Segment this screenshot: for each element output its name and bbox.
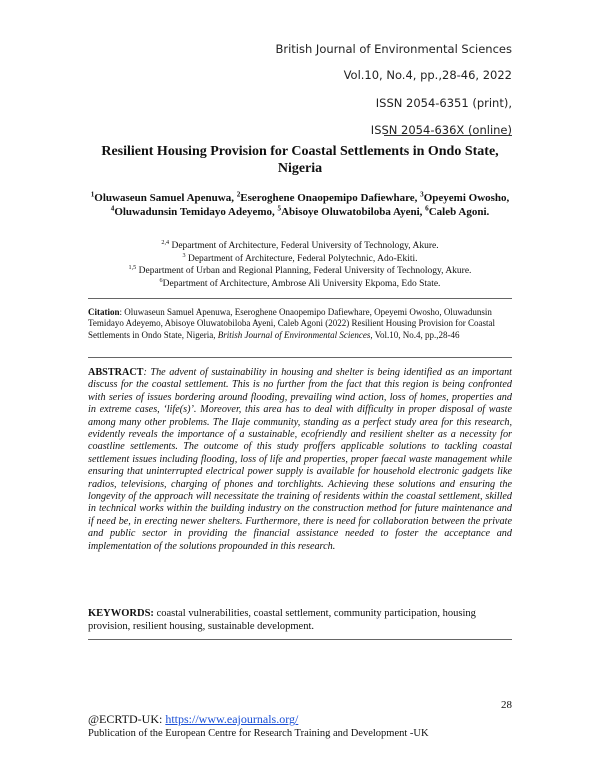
author-4: $^4$Oluwadunsin Temidayo Adeyemo, [110,204,278,218]
affiliation-3: $^{1,5}$ Department of Urban and Regional Planning, Federal University of Technology, Akure. [128,264,472,276]
header-rule [384,135,512,136]
citation-text: : Oluwaseun Samuel Apenuwa, Eseroghene Onaopemipo Dafiewhare, Opeyemi Owosho, Oluwadunsin Temidayo Adeyemo, Abisoye Oluwatobiloba Ayeni, Caleb Agoni (2022) Resilient Housing Provision for Coastal Settlements in Ondo State, Nigeria, [88,307,495,340]
citation-top-rule [88,298,512,299]
page-number: 28 [501,699,512,711]
author-5: $^5$Abisoye Oluwatobiloba Ayeni, [277,204,426,218]
citation-bottom-rule [88,357,512,358]
citation-tail: , Vol.10, No.4, pp.,28-46 [370,329,460,340]
abstract-text: : The advent of sustainability in housing and shelter is being identified as an important discuss for the coastal settlement. This is no further from the fact that this region is being confronted with series of issues bordering around flooding, prevailing wind action, loss of homes, properties and in extreme cases, ‘life(s)’. Moreover, this area has to deal with difficulty in proper disposal of waste among many other problems. The Ilaje community, standing as a perfect study area for this research, evidently reveals the importance of a sustainable, ecofriendly and resilient shelter as a necessity for coastline settlements. The outcome of this study proffers applicable solutions to tackling coastal settlement issues including flooding, loss of life and properties, proper faecal waste management while ensuring that uninterrupted electrical power supply is available for household electronic gadgets like radios, televisions, charging of phones and torchlights. Achieving these solutions and ensuring the longevity of the approach will necessitate the training of residents within the coastal settlement, skilled in technical works within the building industry on the construction method for future maintenance and if need be, in erecting newer shelters. Furthermore, there is need for collaboration between the private and public sector in providing the financial assistance needed to foster the acceptance and implementation of the solutions propounded in this research. [88,367,512,552]
keywords-block [88,607,512,633]
affiliation-2: $^3$ Department of Architecture, Federal Polytechnic, Ado-Ekiti. [182,252,418,264]
abstract-block [88,367,512,553]
footer-publication: Publication of the European Centre for Research Training and Development -UK [88,728,429,739]
journal-url-link[interactable]: https://www.eajournals.org/ [165,712,299,726]
affiliation-4: $^6$Department of Architecture, Ambrose Ali University Ekpoma, Edo State. [159,277,441,289]
author-3: $^3$Opeyemi Owosho, [420,190,510,204]
volume-info: Vol.10, No.4, pp.,28-46, 2022 [343,68,512,82]
keywords-label: KEYWORDS: [88,608,154,619]
footer-ecrtd [88,712,298,727]
affiliation-1: $^{2,4}$ Department of Architecture, Federal University of Technology, Akure. [161,239,439,251]
author-2: $^2$Eseroghene Onaopemipo Dafiewhare, [236,190,421,204]
issn-print: ISSN 2054-6351 (print), [375,96,512,110]
citation-label: Citation [88,307,120,317]
affiliation-list [90,240,510,290]
issn-online: ISSN 2054-636X (online) [370,123,512,137]
author-1: $^1$Oluwaseun Samuel Apenuwa, [90,190,237,204]
author-6: $^6$Caleb Agoni. [425,204,490,218]
keywords-text: coastal vulnerabilities, coastal settlement, community participation, housing provision, resilient housing, sustainable development. [88,608,476,632]
citation-journal: British Journal of Environmental Sciences [217,329,371,340]
journal-name: British Journal of Environmental Sciences [275,42,512,56]
author-list [90,191,510,219]
keywords-bottom-rule [88,639,512,640]
paper-title: Resilient Housing Provision for Coastal Settlements in Ondo State, Nigeria [101,144,499,176]
abstract-label: ABSTRACT [88,367,144,378]
footer-prefix: @ECRTD-UK: [88,712,166,726]
citation-block [88,307,512,341]
